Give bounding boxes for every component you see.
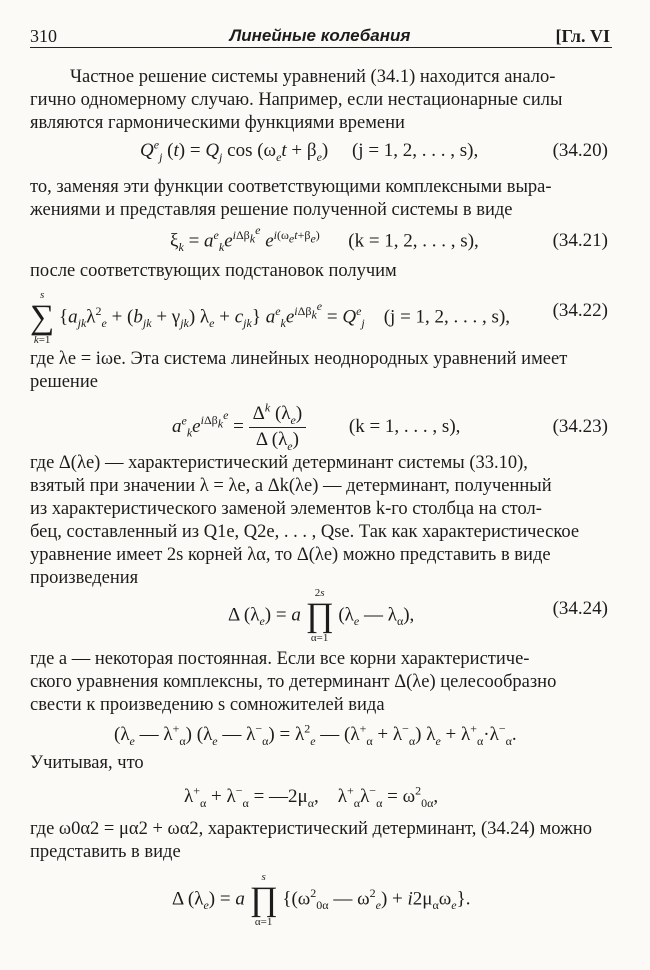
text-line: решение [30,372,98,392]
product-operator: s ∏ α=1 [249,871,278,928]
equation-number: (34.23) [552,416,608,437]
equation-34-24 [30,584,610,648]
equation-body: s ∑ k=1 $\{a_{jk}\lambda^2_e + (b_{jk} + \gamma_{jk}) \lambda_e + c_{jk}\} a^e_ke^{i\Delta\beta_k^e} = Q^e_j$ (j = 1, 2, . . . , s), [30,289,511,346]
equation-34-23 [30,398,610,458]
paragraph-7 [30,752,610,775]
paragraph-5 [30,452,610,590]
equation-number: (34.22) [552,300,608,321]
text-line: уравнение имеет 2s корней λα, то Δ(λe) можно представить в виде [30,545,551,565]
equation-body: ($\lambda_e$ — $\lambda^+_\alpha$) ($\lambda_e$ — $\lambda^-_\alpha) = \lambda^2_e$ — $(\lambda^+_\alpha + \lambda^-_\alpha) \lambda_e + \lambda^+_\alpha\cdot\lambda^-_\alpha$. [114,721,517,748]
equation-number: (34.24) [552,598,608,619]
equation-body: $\lambda^+_\alpha + \lambda^-_\alpha$ = $—2\mu_\alpha$, $\lambda^+_\alpha\lambda^-_\alpha = \omega^2_{0\alpha}$, [184,783,439,810]
paragraph-2 [30,176,610,222]
equation-condition: (j = 1, 2, . . . , s), [383,306,511,328]
text-line: свести к произведению s сомножителей вида [30,695,385,715]
equation-body: $\xi_k = a^e_ke^{i\Delta\beta_k^e}$ $e^{i(\omega_et+\beta_e)}$ (k = 1, 2, . . . , s), [170,223,479,255]
text-line: гично одномерному случаю. Например, если нестационарные силы [30,90,563,110]
text-line: Учитывая, что [30,753,144,773]
text-line: являются гармоническими функциями времени [30,113,405,133]
text-line: ского уравнения комплексны, то детерминант Δ(λe) целесообразно [30,672,557,692]
text-line: после соответствующих подстановок получим [30,261,397,281]
paragraph-4 [30,348,610,394]
equation-condition: (k = 1, . . . , s), [348,415,461,437]
equation-34-20 [30,138,610,178]
paragraph-8 [30,818,610,864]
text-line: взятый при значении λ = λe, а Δk(λe) — детерминант, полученный [30,476,552,496]
equation-34-21 [30,224,610,264]
running-title: Линейные колебания [229,26,411,45]
paragraph-1 [30,66,610,135]
fraction: $\frac{\Delta^k (\lambda_e)}{\Delta (\lambda_e)}$ [249,404,307,451]
equation-body: Δ $(\lambda_e) = a$ s ∏ α=1 {($\omega^2_{0\alpha}$ — $\omega^2_e) + i2\mu_\alpha\omega_e$}. [172,871,471,928]
text-line: где Δ(λe) — характеристический детерминант системы (33.10), [30,453,528,473]
equation-final [30,868,610,932]
paragraph-3 [30,260,610,283]
running-header [30,18,610,48]
text-line: где a — некоторая постоянная. Если все корни характеристиче- [30,649,530,669]
header-rule [30,47,612,48]
text-line: где ω0α2 = μα2 + ωα2, характеристический детерминант, (34.24) можно [30,819,593,839]
equation-34-22 [30,286,610,350]
equation-number: (34.21) [552,230,608,251]
equation-roots [30,782,610,822]
paragraph-6 [30,648,610,717]
equation-condition: (k = 1, 2, . . . , s), [348,230,479,252]
text-line: Частное решение системы уравнений (34.1) находится анало- [70,67,556,87]
equation-body: $a^e_ke^{i\Delta\beta_k^e}$ = $\frac{\Delta^k (\lambda_e)}{\Delta (\lambda_e)}$ (k = 1, . . . , s), [172,400,461,453]
text-line: произведения [30,568,139,588]
text-line: то, заменяя эти функции соответствующими комплексными выра- [30,177,552,197]
text-line: где λe = iωe. Эта система линейных неоднородных уравнений имеет [30,349,568,369]
text-line: из характеристического заменой элементов k-го столбца на стол- [30,499,542,519]
equation-number: (34.20) [552,140,608,161]
text-line: жениями и представляя решение полученной системы в виде [30,200,513,220]
equation-body: Δ $(\lambda_e) = a$ 2s ∏ α=1 ($\lambda_e$ — $\lambda_\alpha$), [228,587,415,644]
equation-body: $Q^e_j$ $(t) = Q_j$ $\cos (\omega_et + \beta_e)$ (j = 1, 2, . . . , s), [140,137,479,164]
sum-operator: s ∑ k=1 [30,289,55,346]
product-operator: 2s ∏ α=1 [305,587,334,644]
text-line: бец, составленный из Q1e, Q2e, . . . , Qse. Так как характеристическое [30,522,580,542]
text-line: представить в виде [30,842,181,862]
page-number: 310 [30,26,57,46]
chapter-label: [Гл. VI [555,26,610,46]
equation-condition: (j = 1, 2, . . . , s), [351,140,479,161]
